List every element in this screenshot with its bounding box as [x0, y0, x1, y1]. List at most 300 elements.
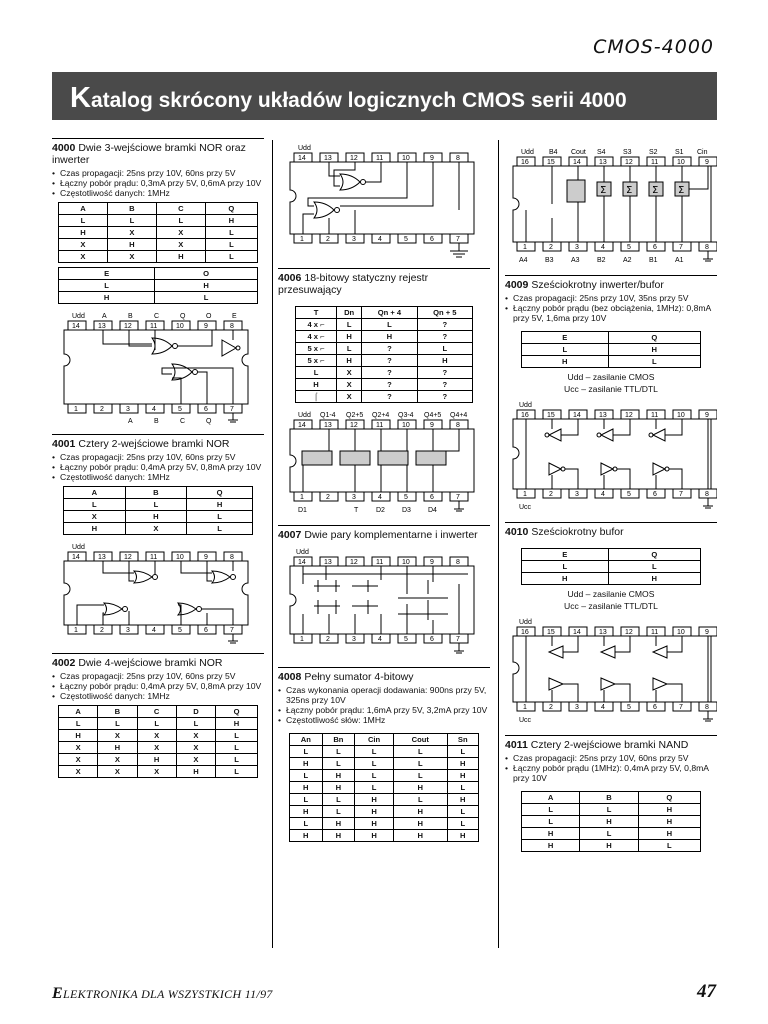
pinout-diagram	[505, 614, 717, 732]
spec-item: • Czas wykonania operacji dodawania: 900ns przy 5V, 325ns przy 10V	[278, 685, 490, 705]
svg-text:8: 8	[705, 704, 709, 711]
svg-text:6: 6	[653, 244, 657, 251]
svg-text:6: 6	[430, 494, 434, 501]
chip-4007	[278, 525, 490, 664]
pin-label: Ucc	[519, 504, 532, 511]
table-row: X X H L	[59, 251, 258, 263]
pin-label: C	[180, 418, 186, 425]
journal-cap: E	[52, 985, 63, 1002]
ground-symbol	[454, 501, 464, 511]
spec-list	[505, 293, 717, 323]
pin-label: S1	[675, 149, 684, 156]
table-header: E	[522, 549, 609, 561]
svg-text:5: 5	[627, 244, 631, 251]
pin-label: B1	[649, 257, 658, 264]
table-row: X X H X L	[59, 754, 258, 766]
table-row: L L L H	[59, 215, 258, 227]
svg-text:3: 3	[352, 236, 356, 243]
chip-number: 4008	[278, 671, 302, 683]
column-2	[278, 138, 490, 846]
table-header: Dn	[337, 307, 362, 319]
svg-text:10: 10	[176, 323, 184, 330]
pin-label: C	[154, 313, 160, 320]
svg-text:1: 1	[300, 494, 304, 501]
svg-text:14: 14	[298, 155, 306, 162]
chip-header	[52, 653, 264, 669]
svg-text:12: 12	[124, 323, 132, 330]
table-row: 5 x ⌐ H ? H	[296, 355, 473, 367]
svg-text:8: 8	[230, 554, 234, 561]
svg-text:1: 1	[300, 636, 304, 643]
pin-label: E	[232, 313, 237, 320]
pin-label: O	[206, 313, 212, 320]
pin-label: S3	[623, 149, 632, 156]
spec-item: • Częstotliwość danych: 1MHz	[52, 188, 264, 198]
svg-text:5: 5	[404, 236, 408, 243]
table-row: H L L L H	[290, 758, 479, 770]
chip-number: 4009	[505, 279, 529, 291]
svg-text:4: 4	[601, 244, 605, 251]
table-header: A	[64, 487, 126, 499]
spec-list	[52, 452, 264, 482]
pinout-diagram-4000-variant	[278, 140, 490, 265]
svg-text:12: 12	[350, 155, 358, 162]
svg-text:3: 3	[352, 494, 356, 501]
truth-table	[58, 267, 258, 304]
chip-name: Pełny sumator 4-bitowy	[304, 671, 414, 683]
svg-text:9: 9	[705, 412, 709, 419]
table-header: C	[137, 706, 176, 718]
svg-text:13: 13	[324, 559, 332, 566]
table-row: L L L L L	[290, 746, 479, 758]
svg-text:Σ: Σ	[626, 185, 633, 196]
chip-header	[278, 525, 490, 541]
table-header: Qn + 4	[362, 307, 417, 319]
svg-text:13: 13	[324, 155, 332, 162]
brand-header: CMOS-4000	[593, 36, 714, 58]
pin-label: Q4+4	[450, 412, 468, 419]
nor-gate	[77, 561, 236, 625]
pin-label: Cout	[571, 149, 586, 156]
transistor-pair	[303, 566, 468, 634]
pin-label: Udd	[296, 549, 309, 556]
table-row: X H X X L	[59, 742, 258, 754]
journal-name: LEKTRONIKA DLA WSZYSTKICH 11/97	[62, 987, 273, 1001]
chip-name: 18-bitowy statyczny rejestr przesuwający	[278, 272, 429, 296]
svg-text:16: 16	[521, 629, 529, 636]
svg-text:7: 7	[456, 636, 460, 643]
svg-text:2: 2	[326, 636, 330, 643]
table-row: H X L	[64, 523, 253, 535]
ground-symbol	[228, 634, 238, 643]
svg-text:4: 4	[378, 236, 382, 243]
pinout-diagram	[278, 544, 490, 664]
spec-item: • Częstotliwość słów: 1MHz	[278, 715, 490, 725]
pin-label: Udd	[519, 619, 532, 626]
svg-text:11: 11	[376, 559, 384, 566]
spec-item: • Częstotliwość danych: 1MHz	[52, 472, 264, 482]
supply-note: Ucc – zasilanie TTL/DTL	[564, 601, 658, 611]
table-header: Cin	[355, 734, 394, 746]
svg-text:9: 9	[430, 422, 434, 429]
svg-text:9: 9	[430, 559, 434, 566]
chip-name: Dwie pary komplementarne i inwerter	[304, 529, 478, 541]
pin-label: Udd	[298, 412, 311, 419]
page-number: 47	[697, 981, 716, 1002]
svg-text:10: 10	[402, 559, 410, 566]
svg-text:15: 15	[547, 629, 555, 636]
table-row: H X ? ?	[296, 379, 473, 391]
chip-number: 4007	[278, 529, 302, 541]
ground-symbol	[703, 251, 713, 261]
svg-text:Σ: Σ	[652, 185, 659, 196]
truth-table	[521, 791, 701, 852]
chip-number: 4011	[505, 739, 528, 751]
svg-text:3: 3	[126, 406, 130, 413]
table-header: A	[522, 792, 580, 804]
svg-text:12: 12	[124, 554, 132, 561]
truth-table	[58, 705, 258, 778]
pin-row-bottom	[517, 242, 717, 251]
table-header: Q	[608, 332, 700, 344]
column-divider	[272, 140, 273, 948]
chip-4001	[52, 434, 264, 649]
svg-text:11: 11	[150, 554, 158, 561]
chip-name: Sześciokrotny inwerter/bufor	[531, 279, 664, 291]
pin-row-bottom	[294, 234, 468, 243]
table-row: ⌠ X ? ?	[296, 391, 473, 403]
pinout-diagram	[278, 407, 490, 522]
svg-text:Σ: Σ	[678, 185, 685, 196]
svg-text:8: 8	[230, 323, 234, 330]
pin-row-bottom	[68, 404, 242, 413]
svg-text:9: 9	[204, 554, 208, 561]
svg-text:6: 6	[653, 491, 657, 498]
pin-label: Udd	[72, 313, 85, 320]
svg-text:12: 12	[625, 412, 633, 419]
chip-number: 4001	[52, 438, 76, 450]
svg-text:5: 5	[404, 636, 408, 643]
svg-text:5: 5	[178, 627, 182, 634]
chip-4008	[278, 667, 490, 842]
chip-4000	[52, 138, 264, 428]
pin-label: B	[154, 418, 159, 425]
svg-text:5: 5	[178, 406, 182, 413]
pin-label: Q3-4	[398, 412, 414, 419]
svg-text:7: 7	[230, 627, 234, 634]
svg-text:3: 3	[352, 636, 356, 643]
table-row: H L	[522, 356, 701, 368]
table-row: 4 x ⌐ H H ?	[296, 331, 473, 343]
svg-text:11: 11	[651, 159, 659, 166]
chip-header	[52, 434, 264, 450]
table-row: H L H	[522, 828, 701, 840]
column-divider	[498, 140, 499, 948]
pin-row-bottom	[294, 634, 468, 643]
svg-text:13: 13	[324, 422, 332, 429]
pin-row-top	[294, 153, 468, 162]
ground-symbol	[703, 711, 713, 721]
ground-symbol	[703, 498, 713, 508]
spec-list	[278, 685, 490, 725]
svg-text:5: 5	[627, 704, 631, 711]
pin-label: A4	[519, 257, 528, 264]
table-header: Bn	[322, 734, 355, 746]
table-header: Q	[608, 549, 700, 561]
table-header: T	[296, 307, 337, 319]
pin-label: D1	[298, 507, 307, 514]
nor-gate	[103, 330, 240, 404]
pinout-diagram-4008	[505, 144, 717, 272]
svg-text:8: 8	[456, 422, 460, 429]
chip-name: Cztery 2-wejściowe bramki NAND	[530, 739, 689, 751]
svg-text:13: 13	[98, 323, 106, 330]
table-row: X H X L	[59, 239, 258, 251]
pin-row-top	[294, 557, 468, 566]
truth-table	[521, 548, 701, 585]
table-header: Q	[205, 203, 257, 215]
truth-table	[295, 306, 473, 403]
svg-text:4: 4	[152, 627, 156, 634]
pin-label: Q1-4	[320, 412, 336, 419]
table-header: O	[155, 268, 258, 280]
pin-label: A	[102, 313, 107, 320]
pin-label: Cin	[697, 149, 708, 156]
truth-table	[521, 331, 701, 368]
table-header: B	[125, 487, 187, 499]
svg-text:14: 14	[573, 412, 581, 419]
svg-text:15: 15	[547, 159, 555, 166]
svg-text:11: 11	[376, 155, 384, 162]
chip-4002	[52, 653, 264, 778]
table-row: 4 x ⌐ L L ?	[296, 319, 473, 331]
svg-text:7: 7	[456, 494, 460, 501]
table-row: L H H H L	[290, 818, 479, 830]
pinout-diagram	[52, 539, 264, 649]
table-row: L H	[59, 280, 258, 292]
table-row: L L	[522, 561, 701, 573]
pin-label: A2	[623, 257, 632, 264]
svg-text:7: 7	[679, 244, 683, 251]
svg-text:1: 1	[74, 627, 78, 634]
chip-header	[52, 138, 264, 166]
pin-label: S4	[597, 149, 606, 156]
svg-text:4: 4	[152, 406, 156, 413]
svg-text:14: 14	[72, 554, 80, 561]
svg-text:2: 2	[326, 236, 330, 243]
column-3	[505, 138, 717, 856]
ground-symbol	[228, 413, 238, 422]
svg-text:9: 9	[705, 629, 709, 636]
svg-text:8: 8	[705, 244, 709, 251]
table-row: L X ? ?	[296, 367, 473, 379]
buffer-gate	[526, 636, 708, 702]
spec-item: • Łączny pobór prądu (1MHz): 0,4mA przy 5V, 0,8mA przy 10V	[505, 763, 717, 783]
table-row: H L H H L	[290, 806, 479, 818]
pin-label: D2	[376, 507, 385, 514]
svg-text:13: 13	[599, 629, 607, 636]
table-header: B	[98, 706, 137, 718]
svg-text:8: 8	[705, 491, 709, 498]
svg-text:6: 6	[430, 636, 434, 643]
pin-label: Q	[180, 313, 186, 320]
svg-text:11: 11	[651, 629, 659, 636]
svg-text:1: 1	[523, 704, 527, 711]
pin-row-top	[517, 157, 717, 166]
table-header: A	[59, 706, 98, 718]
spec-item: • Łączny pobór prądu: 0,4mA przy 5V, 0,8mA przy 10V	[52, 462, 264, 472]
shift-register-block	[302, 451, 446, 465]
table-header: A	[59, 203, 108, 215]
table-row: L L H	[522, 804, 701, 816]
svg-text:12: 12	[350, 422, 358, 429]
chip-header	[505, 522, 717, 538]
chip-name: Sześciokrotny bufor	[531, 526, 624, 538]
svg-text:2: 2	[100, 406, 104, 413]
svg-text:3: 3	[575, 704, 579, 711]
chip-4010	[505, 522, 717, 732]
svg-text:5: 5	[627, 491, 631, 498]
pin-label: A1	[675, 257, 684, 264]
spec-item: • Częstotliwość danych: 1MHz	[52, 691, 264, 701]
pinout-diagram	[52, 308, 264, 428]
spec-list	[52, 168, 264, 198]
table-row: X X X H L	[59, 766, 258, 778]
svg-text:3: 3	[575, 244, 579, 251]
supply-note: Udd – zasilanie CMOS	[567, 589, 655, 599]
table-row: L H L L H	[290, 770, 479, 782]
spec-item: • Łączny pobór prądu: 0,3mA przy 5V, 0,6mA przy 10V	[52, 178, 264, 188]
svg-text:4: 4	[378, 636, 382, 643]
supply-note: Ucc – zasilanie TTL/DTL	[564, 384, 658, 394]
chip-header	[278, 268, 490, 296]
pin-label: Udd	[521, 149, 534, 156]
ground-symbol	[454, 643, 464, 653]
pin-label: Q2+5	[346, 412, 364, 419]
pin-row-top	[68, 321, 242, 330]
svg-text:6: 6	[653, 704, 657, 711]
chip-header	[278, 667, 490, 683]
table-header: Q	[638, 792, 700, 804]
journal-footer	[52, 985, 273, 1003]
table-header: B	[580, 792, 638, 804]
pin-label: B4	[549, 149, 558, 156]
svg-text:6: 6	[204, 627, 208, 634]
svg-text:10: 10	[402, 155, 410, 162]
truth-table	[58, 202, 258, 263]
svg-text:7: 7	[230, 406, 234, 413]
spec-item: • Łączny pobór prądu: 0,4mA przy 5V, 0,8mA przy 10V	[52, 681, 264, 691]
chip-4011	[505, 735, 717, 852]
svg-text:6: 6	[204, 406, 208, 413]
svg-text:14: 14	[298, 422, 306, 429]
table-header: D	[176, 706, 215, 718]
svg-text:2: 2	[549, 491, 553, 498]
svg-text:11: 11	[651, 412, 659, 419]
pin-row-top	[68, 552, 242, 561]
chip-name: Dwie 4-wejściowe bramki NOR	[78, 657, 223, 669]
svg-text:5: 5	[404, 494, 408, 501]
table-header: Sn	[447, 734, 478, 746]
svg-text:10: 10	[176, 554, 184, 561]
svg-text:12: 12	[625, 159, 633, 166]
table-row: H H H H H	[290, 830, 479, 842]
svg-text:3: 3	[126, 627, 130, 634]
nor-gate	[303, 162, 459, 234]
svg-text:1: 1	[300, 236, 304, 243]
truth-table	[289, 733, 479, 842]
table-header: An	[290, 734, 323, 746]
spec-item: • Łączny pobór prądu: 1,6mA przy 5V, 3,2mA przy 10V	[278, 705, 490, 715]
svg-text:2: 2	[326, 494, 330, 501]
chip-header	[505, 275, 717, 291]
svg-text:13: 13	[98, 554, 106, 561]
table-row: H H L H L	[290, 782, 479, 794]
page-title	[52, 72, 717, 120]
spec-item: • Łączny pobór prądu (bez obciążenia, 1MHz): 0,8mA przy 5V, 1,6ma przy 10V	[505, 303, 717, 323]
table-row: L L H	[64, 499, 253, 511]
svg-text:12: 12	[625, 629, 633, 636]
pin-label: D4	[428, 507, 437, 514]
table-row: L L H L H	[290, 794, 479, 806]
pin-row-bottom	[68, 625, 242, 634]
pin-label: B3	[545, 257, 554, 264]
title-rest: atalog skrócony układów logicznych CMOS serii 4000	[90, 89, 627, 112]
table-row: H L	[59, 292, 258, 304]
table-row: L H	[522, 344, 701, 356]
spec-item: • Czas propagacji: 25ns przy 10V, 60ns przy 5V	[52, 168, 264, 178]
svg-text:13: 13	[599, 159, 607, 166]
table-row: H H	[522, 573, 701, 585]
svg-text:10: 10	[677, 412, 685, 419]
chip-4009	[505, 275, 717, 519]
svg-text:Σ: Σ	[600, 185, 607, 196]
table-header: Qn + 5	[417, 307, 472, 319]
pin-label: Udd	[72, 544, 85, 551]
svg-text:2: 2	[100, 627, 104, 634]
svg-text:9: 9	[705, 159, 709, 166]
chip-number: 4006	[278, 272, 302, 284]
pin-label: Q	[206, 418, 212, 425]
pin-row-top	[517, 410, 717, 419]
chip-number: 4010	[505, 526, 529, 538]
table-header: E	[59, 268, 155, 280]
svg-text:3: 3	[575, 491, 579, 498]
svg-text:4: 4	[601, 704, 605, 711]
table-header: E	[522, 332, 609, 344]
svg-text:12: 12	[350, 559, 358, 566]
svg-text:2: 2	[549, 704, 553, 711]
chip-number: 4000	[52, 142, 76, 154]
svg-text:14: 14	[573, 159, 581, 166]
svg-text:11: 11	[150, 323, 158, 330]
pinout-diagram	[505, 397, 717, 519]
table-row: 5 x ⌐ L ? L	[296, 343, 473, 355]
pin-label: Udd	[519, 402, 532, 409]
table-header: Cout	[393, 734, 447, 746]
chip-name: Cztery 2-wejściowe bramki NOR	[78, 438, 230, 450]
svg-text:7: 7	[456, 236, 460, 243]
inverter-gate	[526, 419, 708, 489]
column-1	[52, 138, 264, 782]
pin-row-top	[294, 420, 468, 429]
svg-text:7: 7	[679, 491, 683, 498]
pin-label: B	[128, 313, 133, 320]
svg-text:10: 10	[677, 629, 685, 636]
table-header: C	[156, 203, 205, 215]
svg-text:4: 4	[378, 494, 382, 501]
pin-label: Udd	[298, 145, 311, 152]
